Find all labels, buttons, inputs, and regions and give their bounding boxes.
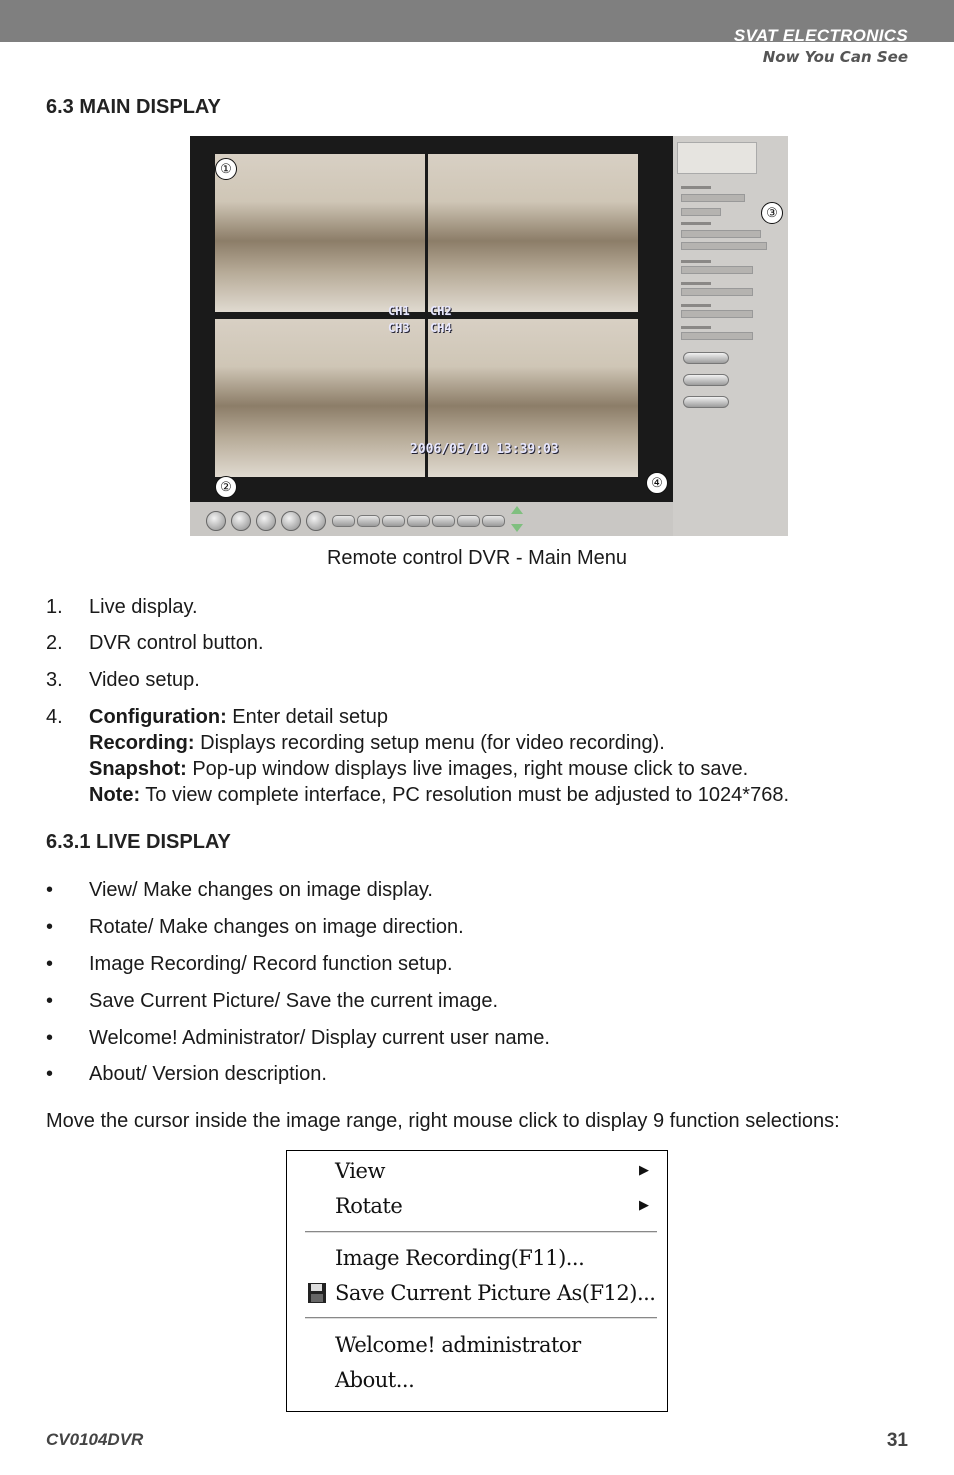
control-button: [332, 515, 355, 527]
menu-separator: [305, 1231, 657, 1233]
snapshot-pill: [683, 396, 729, 408]
bullet-text: Welcome! Administrator/ Display current user name.: [89, 1027, 550, 1049]
bullet-mark: •: [46, 953, 54, 975]
list-label: Configuration:: [89, 706, 227, 728]
section-title: 6.3 MAIN DISPLAY: [46, 96, 221, 118]
video-setup-panel: [673, 136, 788, 536]
floppy-disk-icon: [307, 1282, 327, 1304]
panel-row: [681, 288, 753, 296]
bullet-mark: •: [46, 879, 54, 901]
menu-item-image-recording[interactable]: Image Recording(F11)...: [335, 1246, 585, 1270]
list-text: Live display.: [89, 596, 198, 618]
sub-item-text: [89, 756, 748, 782]
control-button: [432, 515, 455, 527]
sub-item-label: Note:: [89, 784, 141, 806]
camera-view-3: [215, 319, 425, 477]
channel-label: CH1: [388, 304, 410, 318]
panel-row: [681, 266, 753, 274]
panel-row: [681, 230, 761, 238]
sub-item-desc: To view complete interface, PC resolution must be adjusted to 1024*768.: [140, 784, 790, 806]
camera-view-1: [215, 154, 425, 312]
menu-item-welcome[interactable]: Welcome! administrator: [335, 1333, 581, 1357]
subsection-title: 6.3.1 LIVE DISPLAY: [46, 831, 231, 853]
channel-label: CH2: [430, 304, 452, 318]
control-button: [457, 515, 480, 527]
panel-label: [681, 282, 711, 285]
control-button: [382, 515, 405, 527]
model-number: CV0104DVR: [46, 1430, 144, 1449]
list-number: 2.: [46, 632, 63, 654]
sub-item-label: Recording:: [89, 732, 195, 754]
list-desc: Enter detail setup: [226, 706, 388, 728]
panel-row: [681, 310, 753, 318]
list-text: [89, 704, 388, 730]
marker-1: ①: [215, 158, 237, 180]
panel-row: [681, 242, 767, 250]
timestamp-overlay: 2006/05/10 13:39:03: [410, 442, 559, 457]
panel-label: [681, 260, 711, 263]
live-display-area: [190, 136, 673, 536]
brand-tagline: Now You Can See: [762, 48, 908, 66]
page-number: 31: [886, 1430, 908, 1451]
panel-label: [681, 304, 711, 307]
channel-label: CH3: [388, 321, 410, 335]
instruction-paragraph: Move the cursor inside the image range, right mouse click to display 9 function selections:: [46, 1110, 840, 1132]
submenu-arrow-icon: ▶: [639, 1163, 649, 1178]
panel-logo: [677, 142, 757, 174]
list-text: DVR control button.: [89, 632, 264, 654]
menu-item-save-picture[interactable]: Save Current Picture As(F12)...: [335, 1281, 656, 1305]
panel-row: [681, 332, 753, 340]
panel-label: [681, 326, 711, 329]
brand-name: SVAT ELECTRONICS: [733, 26, 908, 45]
bullet-mark: •: [46, 1063, 54, 1085]
panel-label: [681, 186, 711, 189]
marker-4: ④: [646, 472, 668, 494]
panel-row: [681, 194, 745, 202]
dvr-main-menu-screenshot: [190, 136, 788, 536]
control-button: [306, 511, 326, 531]
menu-item-view[interactable]: View: [335, 1159, 385, 1183]
control-button: [407, 515, 430, 527]
sub-item-text: [89, 730, 665, 756]
bullet-mark: •: [46, 990, 54, 1012]
menu-item-rotate[interactable]: Rotate: [335, 1194, 403, 1218]
dvr-control-buttons: [190, 502, 673, 536]
sub-item-desc: Pop-up window displays live images, right mouse click to save.: [186, 758, 749, 780]
bullet-text: Image Recording/ Record function setup.: [89, 953, 453, 975]
channel-label: CH4: [430, 321, 452, 335]
sub-item-text: [89, 782, 789, 808]
bullet-text: Rotate/ Make changes on image direction.: [89, 916, 464, 938]
context-menu: [286, 1150, 668, 1412]
list-text: Video setup.: [89, 669, 200, 691]
bullet-text: About/ Version description.: [89, 1063, 327, 1085]
marker-2: ②: [215, 476, 237, 498]
control-button: [206, 511, 226, 531]
list-number: 4.: [46, 706, 63, 728]
control-button: [482, 515, 505, 527]
list-number: 1.: [46, 596, 63, 618]
configuration-pill: [683, 352, 729, 364]
panel-label: [681, 222, 711, 225]
bullet-mark: •: [46, 916, 54, 938]
submenu-arrow-icon: ▶: [639, 1198, 649, 1213]
scroll-arrows-icon: [509, 504, 525, 534]
control-button: [231, 511, 251, 531]
menu-item-about[interactable]: About...: [335, 1368, 415, 1392]
bullet-text: View/ Make changes on image display.: [89, 879, 433, 901]
list-number: 3.: [46, 669, 63, 691]
bullet-text: Save Current Picture/ Save the current image.: [89, 990, 499, 1012]
menu-separator: [305, 1317, 657, 1319]
camera-view-2: [428, 154, 638, 312]
marker-3: ③: [761, 202, 783, 224]
control-button: [256, 511, 276, 531]
bullet-mark: •: [46, 1027, 54, 1049]
control-button: [281, 511, 301, 531]
recording-pill: [683, 374, 729, 386]
sub-item-desc: Displays recording setup menu (for video recording).: [194, 732, 665, 754]
control-button: [357, 515, 380, 527]
sub-item-label: Snapshot:: [89, 758, 187, 780]
figure-caption: Remote control DVR - Main Menu: [326, 547, 628, 569]
panel-row: [681, 208, 721, 216]
